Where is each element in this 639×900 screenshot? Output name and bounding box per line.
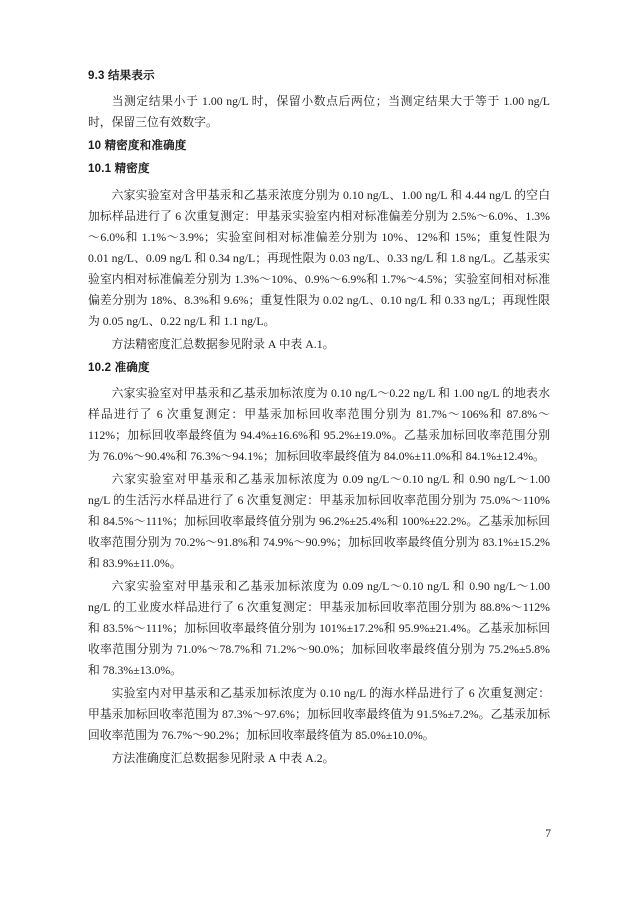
section-heading-10: 10 精密度和准确度 [88,140,187,153]
section-body-10-1 [88,185,550,355]
page-number: 7 [545,828,551,840]
section-body-10-2 [88,383,550,769]
paragraph: 六家实验室对甲基汞和乙基汞加标浓度为 0.09 ng/L～0.10 ng/L 和 0.90 ng/L～1.00 ng/L 的工业废水样品进行了 6 次重复测定：甲基汞加标回收率范围分别为 88.8%～112%和 83.5%～111%；加标回收率最终值分别为 101%±17.2%和 95.9%±21.4%。乙基汞加标回收率范围分别为 71.0%～78.7%和 71.2%～90.0%；加标回收率最终值分别为 75.2%±5.8%和 78.3%±13.0%。 [88,578,550,677]
paragraph: 六家实验室对甲基汞和乙基汞加标浓度为 0.10 ng/L～0.22 ng/L 和 1.00 ng/L 的地表水样品进行了 6 次重复测定：甲基汞加标回收率范围分别为 81.7%～106%和 87.8%～112%；加标回收率最终值为 94.4%±16.6%和 95.2%±19.0%。乙基汞加标回收率范围分别为 76.0%～90.4%和 76.3%～94.1%；加标回收率最终值为 84.0%±11.0%和 84.1%±12.4%。 [88,385,550,463]
paragraph: 六家实验室对含甲基汞和乙基汞浓度分别为 0.10 ng/L、1.00 ng/L 和 4.44 ng/L 的空白加标样品进行了 6 次重复测定：甲基汞实验室内相对标准偏差分别为 2.5%～6.0%、1.3%～6.0%和 1.1%～3.9%；实验室间相对标准偏差分别为 10%、12%和 15%；重复性限为 0.01 ng/L、0.09 ng/L 和 0.34 ng/L；再现性限为 0.03 ng/L、0.33 ng/L 和 1.8 ng/L。乙基汞实验室内相对标准偏差分别为 1.3%～10%、0.9%～6.9%和 1.7%～4.5%；实验室间相对标准偏差分别为 18%、8.3%和 9.6%；重复性限为 0.02 ng/L、0.10 ng/L 和 0.33 ng/L；再现性限为 0.05 ng/L、0.22 ng/L 和 1.1 ng/L。 [88,187,550,328]
section-heading-9-3: 9.3 结果表示 [88,70,155,82]
paragraph: 方法准确度汇总数据参见附录 A 中表 A.2。 [111,750,335,765]
section-body-9-3 [88,91,550,133]
paragraph: 实验室内对甲基汞和乙基汞加标浓度为 0.10 ng/L 的海水样品进行了 6 次重复测定：甲基汞加标回收率范围为 87.3%～97.6%；加标回收率最终值为 91.5%±7.2%。乙基汞加标回收率范围为 76.7%～90.2%；加标回收率最终值为 85.0%±10.0%。 [88,685,550,742]
section-heading-10-1: 10.1 精密度 [88,163,150,176]
page-content [88,68,550,774]
paragraph: 六家实验室对甲基汞和乙基汞加标浓度为 0.09 ng/L～0.10 ng/L 和 0.90 ng/L～1.00 ng/L 的生活污水样品进行了 6 次重复测定：甲基汞加标回收率范围分别为 75.0%～110%和 84.5%～111%；加标回收率最终值分别为 96.2%±25.4%和 100%±22.2%。乙基汞加标回收率范围分别为 70.2%～91.8%和 74.9%～90.9%；加标回收率最终值分别为 83.1%±15.2%和 83.9%±11.0%。 [88,471,550,570]
section-heading-10-2: 10.2 准确度 [88,361,150,374]
paragraph: 方法精密度汇总数据参见附录 A 中表 A.1。 [111,336,335,351]
paragraph: 当测定结果小于 1.00 ng/L 时，保留小数点后两位；当测定结果大于等于 1.00 ng/L 时，保留三位有效数字。 [88,94,550,130]
